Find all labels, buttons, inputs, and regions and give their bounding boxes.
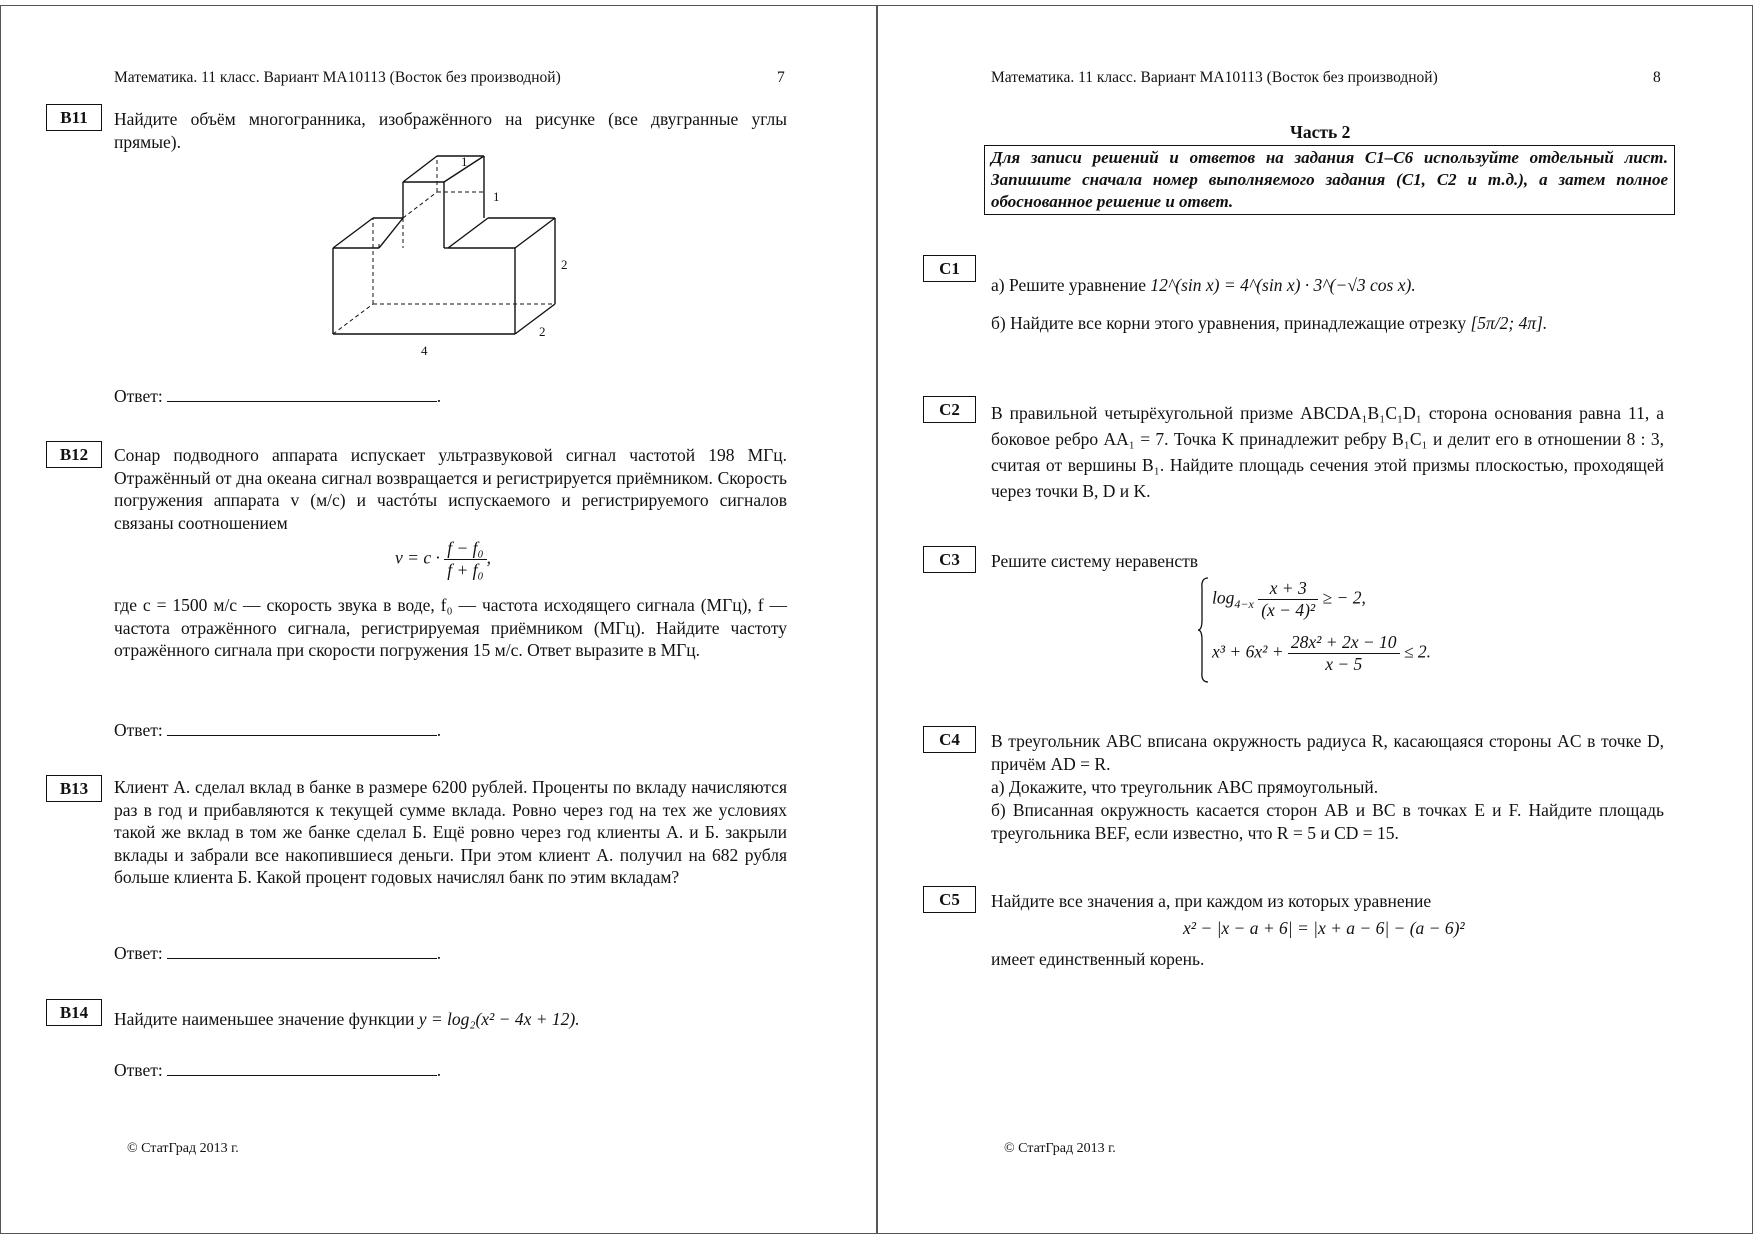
answer-b13: Ответ: . <box>114 943 442 963</box>
formula-b12: v = c · $\frac{\text{f − f₀}}{\text{f + f₀}}$ , <box>395 538 491 580</box>
ineq2-numerator: 28x² + 2x − 10 <box>1288 632 1400 654</box>
formula-c5: x² − |x − a + 6| = |x + a − 6| − (a − 6)² <box>1183 918 1465 938</box>
task-text-c5-2: имеет единственный корень. <box>991 949 1205 969</box>
formula-b12-lhs: v = c · <box>395 547 440 568</box>
task-label-c1: С1 <box>923 255 976 282</box>
task-label-c4: С4 <box>923 726 976 753</box>
answer-label: Ответ: <box>114 720 163 740</box>
task-text-c3: Решите систему неравенств <box>991 551 1199 571</box>
formula-b12-denominator: f + f₀ <box>447 560 484 580</box>
answer-label: Ответ: <box>114 386 163 406</box>
figure-label-height: 2 <box>561 257 568 272</box>
edge <box>333 218 373 248</box>
system-of-inequalities <box>1198 576 1498 684</box>
edge <box>515 218 555 248</box>
task-text-c2: В правильной четырёхугольной призме ABCDA₁B₁C₁D₁ сторона основания равна 11, а боковое ребро AA₁ = 7. Точка K принадлежит ребру B₁C₁ и делит его в отношении 8 : 3, считая от вершины B₁. Найдите площадь сечения этой призмы плоскостью, проходящей через точки B, D и K. <box>991 403 1664 501</box>
ineq1-numerator: x + 3 <box>1258 578 1318 600</box>
task-label-b13: В13 <box>46 775 102 802</box>
task-label-c3: С3 <box>923 546 976 573</box>
figure-label-cube-side: 1 <box>493 189 500 204</box>
edge <box>379 218 403 248</box>
answer-line-b13[interactable] <box>167 942 437 959</box>
hidden-edge <box>333 304 373 334</box>
left-page <box>0 5 877 1234</box>
task-text-b12-part2: где c = 1500 м/с — скорость звука в воде, f₀ — частота исходящего сигнала (МГц), f — частота отражённого сигнала, регистрируемая приёмником (МГц). Найдите частоту отражённого сигнала при скорости погружения 15 м/с. Ответ выразите в МГц. <box>114 595 787 660</box>
task-label-b14: В14 <box>46 999 102 1026</box>
footer-copyright: © СтатГрад 2013 г. <box>1004 1141 1116 1156</box>
task-text-c1-a-lead: а) Решите уравнение <box>991 275 1147 295</box>
page-number: 8 <box>1653 69 1661 86</box>
polyhedron-figure <box>321 154 581 359</box>
part-title: Часть 2 <box>1290 122 1351 142</box>
task-text-c4-3: б) Вписанная окружность касается сторон AB и BC в точках E и F. Найдите площадь треугольника BEF, если известно, что R = 5 и CD = 15. <box>991 800 1664 843</box>
task-text-c4-2: а) Докажите, что треугольник ABC прямоугольный. <box>991 777 1379 797</box>
task-text-c1-a <box>991 274 1664 297</box>
edge <box>403 156 437 182</box>
task-text-b14-lead: Найдите наименьшее значение функции <box>114 1009 415 1029</box>
edge <box>448 218 488 248</box>
task-label-b11: В11 <box>46 104 102 131</box>
page-header: Математика. 11 класс. Вариант МА10113 (Восток без производной) <box>991 69 1438 86</box>
answer-b12: Ответ: . <box>114 720 442 740</box>
formula-b12-fraction <box>444 538 486 581</box>
answer-b11: Ответ: . <box>114 386 442 406</box>
formula-c1-a: 12^(sin x) = 4^(sin x) · 3^(−√3 cos x). <box>1150 275 1416 295</box>
system-brace <box>1198 576 1210 684</box>
task-text-b13: Клиент А. сделал вклад в банке в размере 6200 рублей. Проценты по вкладу начисляются раз в год и прибавляются к текущей сумме вклада. Ровно через год на тех же условиях такой же вклад в том же банке сделал Б. Ещё ровно через год клиенты А. и Б. закрыли вклады и забрали все накопившиеся деньги. При этом клиент А. получил на 682 рубля больше клиента Б. Какой процент годовых начислял банк по этим вкладам? <box>114 777 787 887</box>
task-label-c2: С2 <box>923 396 976 423</box>
hidden-edge <box>403 192 437 218</box>
task-text-b11: Найдите объём многогранника, изображённого на рисунке (все двугранные углы прямые). <box>114 109 787 152</box>
task-text-c5-1: Найдите все значения a, при каждом из которых уравнение <box>991 891 1432 911</box>
task-text-b14 <box>114 1008 787 1031</box>
answer-line-b12[interactable] <box>167 719 437 736</box>
task-label-c5: С5 <box>923 886 976 913</box>
page-number: 7 <box>777 69 785 86</box>
answer-label: Ответ: <box>114 943 163 963</box>
ineq1-denominator: (x − 4)² <box>1261 600 1316 620</box>
task-text-c1-b-lead: б) Найдите все корни этого уравнения, принадлежащие отрезку <box>991 313 1467 333</box>
footer-copyright: © СтатГрад 2013 г. <box>127 1141 239 1156</box>
page-header: Математика. 11 класс. Вариант МА10113 (Восток без производной) <box>114 69 561 86</box>
figure-label-top: 1 <box>461 154 468 169</box>
inequality-2 <box>1212 632 1431 675</box>
answer-line-b14[interactable] <box>167 1059 437 1076</box>
ineq1-base: 4−x <box>1234 597 1254 612</box>
formula-c1-interval: [5π/2; 4π]. <box>1470 313 1548 333</box>
answer-line-b11[interactable] <box>167 385 437 402</box>
task-text-c1-b <box>991 312 1664 335</box>
task-text-b12-part1: Сонар подводного аппарата испускает ультразвуковой сигнал частотой 198 МГц. Отражённый от дна океана сигнал возвращается и регистрируется приёмником. Скорость погружения аппарата v (м/с) и частóты испускаемого и регистрируемого сигналов связаны соотношением <box>114 445 787 533</box>
figure-label-depth: 2 <box>539 324 546 339</box>
ineq1-fraction <box>1258 578 1318 621</box>
ineq2-denominator: x − 5 <box>1325 654 1363 674</box>
task-text-c4-1: В треугольник ABC вписана окружность радиуса R, касающаяся стороны AC в точке D, причём AD = R. <box>991 731 1664 774</box>
edge <box>515 304 555 334</box>
formula-b14: y = log₂(x² − 4x + 12). <box>418 1009 580 1029</box>
figure-label-length: 4 <box>421 343 428 358</box>
answer-label: Ответ: <box>114 1060 163 1080</box>
ineq1-rhs: ≥ − 2, <box>1322 587 1366 608</box>
instructions-box: Для записи решений и ответов на задания С1–С6 используйте отдельный лист. Запишите сначала номер выполняемого задания (С1, С2 и т.д.), а затем полное обоснованное решение и ответ. <box>984 145 1675 215</box>
ineq2-lhs: x³ + 6x² + <box>1212 641 1284 662</box>
ineq2-rhs: ≤ 2. <box>1403 641 1432 662</box>
right-page <box>877 5 1753 1234</box>
task-label-b12: В12 <box>46 441 102 468</box>
answer-b14: Ответ: . <box>114 1060 442 1080</box>
inequality-1 <box>1212 578 1366 621</box>
formula-b12-numerator: f − f₀ <box>444 538 486 560</box>
ineq2-fraction <box>1288 632 1400 675</box>
ineq1-log: log <box>1212 587 1235 608</box>
